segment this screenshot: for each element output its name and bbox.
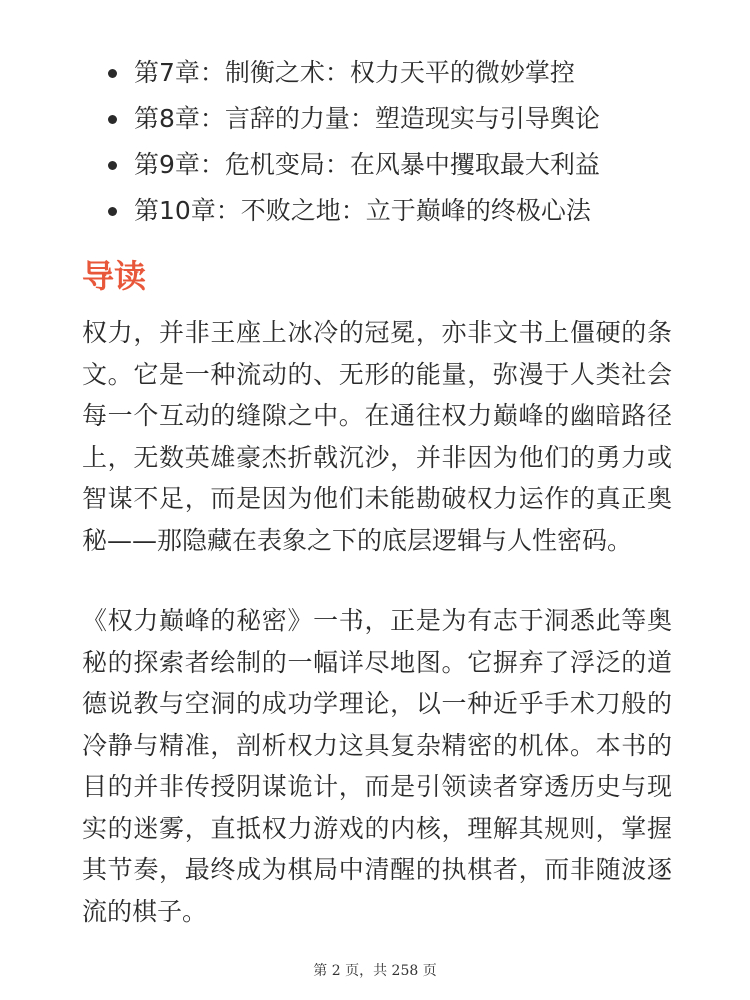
bullet-icon [108, 161, 117, 170]
bullet-icon [108, 207, 117, 216]
chapter-label: 第8章：言辞的力量：塑造现实与引导舆论 [134, 104, 600, 133]
chapter-list [108, 50, 728, 234]
chapter-item-9 [108, 142, 728, 188]
body-paragraph: 权力，并非王座上冰冷的冠冕，亦非文书上僵硬的条文。它是一种流动的、无形的能量，弥漫于人类社会每一个互动的缝隙之中。在通往权力巅峰的幽暗路径上，无数英雄豪杰折戟沉沙，并非因为他们的勇力或智谋不足，而是因为他们未能勘破权力运作的真正奥秘——那隐藏在表象之下的底层逻辑与人性密码。 [82, 318, 672, 555]
chapter-item-7 [108, 50, 728, 96]
chapter-label: 第9章：危机变局：在风暴中攫取最大利益 [134, 150, 600, 179]
bullet-icon [108, 115, 117, 124]
bullet-icon [108, 69, 117, 78]
chapter-item-10 [108, 188, 728, 234]
section-heading: 导读 [82, 257, 147, 295]
chapter-item-8 [108, 96, 728, 142]
body-paragraph: 《权力巅峰的秘密》一书，正是为有志于洞悉此等奥秘的探索者绘制的一幅详尽地图。它摒弃了浮泛的道德说教与空洞的成功学理论，以一种近乎手术刀般的冷静与精准，剖析权力这具复杂精密的机体。本书的目的并非传授阴谋诡计，而是引领读者穿透历史与现实的迷雾，直抵权力游戏的内核，理解其规则，掌握其节奏，最终成为棋局中清醒的执棋者，而非随波逐流的棋子。 [82, 606, 672, 926]
chapter-label: 第7章：制衡之术：权力天平的微妙掌控 [134, 58, 575, 87]
chapter-label: 第10章：不败之地：立于巅峰的终极心法 [134, 196, 591, 225]
page-number: 第 2 页，共 258 页 [313, 963, 437, 979]
